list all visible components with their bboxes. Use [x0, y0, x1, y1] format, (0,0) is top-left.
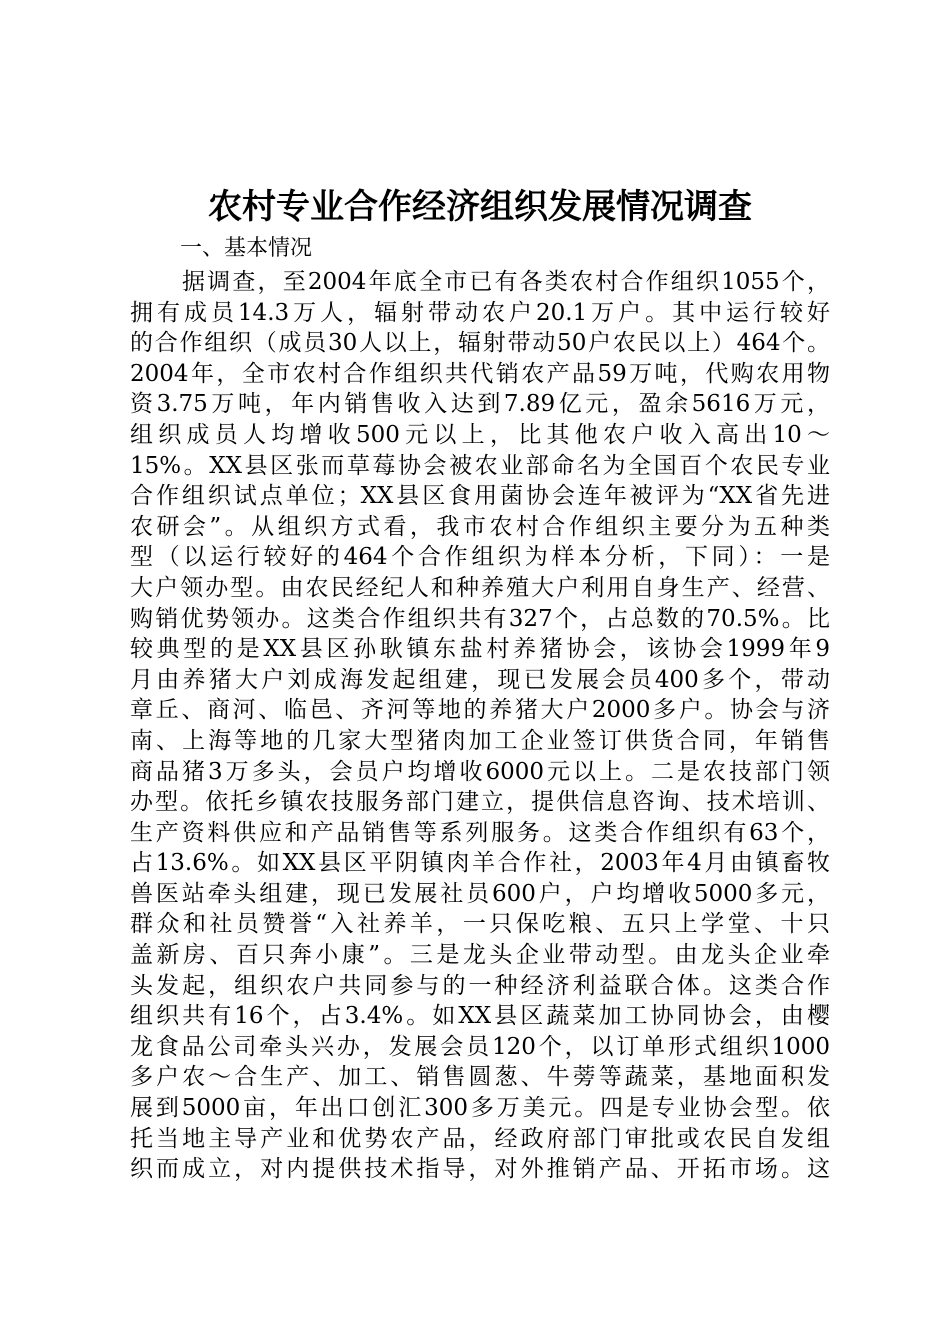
text-line: 头发起，组织农户共同参与的一种经济利益联合体。这类合作	[130, 972, 830, 999]
text-line: 组织共有16个，占3.4%。如XX县区蔬菜加工协同协会，由樱	[130, 1003, 830, 1030]
body-paragraph	[130, 267, 830, 1185]
text-line: 办型。依托乡镇农技服务部门建立，提供信息咨询、技术培训、	[130, 789, 830, 816]
document-title: 农村专业合作经济组织发展情况调查	[208, 187, 752, 227]
text-line: 占13.6%。如XX县区平阴镇肉羊合作社，2003年4月由镇畜牧	[130, 850, 830, 877]
text-line: 兽医站牵头组建，现已发展社员600户，户均增收5000多元，	[130, 880, 830, 907]
text-line: 月由养猪大户刘成海发起组建，现已发展会员400多个，带动	[130, 666, 830, 693]
text-line: 型（以运行较好的464个合作组织为样本分析，下同）：一是	[130, 544, 830, 571]
text-line: 章丘、商河、临邑、齐河等地的养猪大户2000多户。协会与济	[130, 697, 830, 724]
text-line: 资3.75万吨，年内销售收入达到7.89亿元，盈余5616万元，	[130, 391, 830, 418]
text-line: 的合作组织（成员30人以上，辐射带动50户农民以上）464个。	[130, 330, 830, 357]
text-line: 龙食品公司牵头兴办，发展会员120个，以订单形式组织1000	[130, 1033, 830, 1060]
text-line: 据调查，至2004年底全市已有各类农村合作组织1055个，	[182, 269, 830, 295]
text-line: 织而成立，对内提供技术指导，对外推销产品、开拓市场。这	[130, 1156, 830, 1183]
text-line: 大户领办型。由农民经纪人和种养殖大户利用自身生产、经营、	[130, 574, 830, 601]
text-line: 群众和社员赞誉“入社养羊，一只保吃粮、五只上学堂、十只	[130, 911, 830, 938]
text-line: 拥有成员14.3万人，辐射带动农户20.1万户。其中运行较好	[130, 299, 830, 326]
text-line: 15%。XX县区张而草莓协会被农业部命名为全国百个农民专业	[130, 452, 830, 479]
text-line: 较典型的是XX县区孙耿镇东盐村养猪协会，该协会1999年9	[130, 636, 830, 663]
text-line: 组织成员人均增收500元以上，比其他农户收入高出10～	[130, 421, 830, 448]
section-heading: 一、基本情况	[180, 236, 313, 261]
text-line: 盖新房、百只奔小康”。三是龙头企业带动型。由龙头企业牵	[130, 942, 830, 969]
text-line: 2004年，全市农村合作组织共代销农产品59万吨，代购农用物	[130, 360, 830, 387]
text-line: 农研会”。从组织方式看，我市农村合作组织主要分为五种类	[130, 513, 830, 540]
text-line: 商品猪3万多头，会员户均增收6000元以上。二是农技部门领	[130, 758, 830, 785]
text-line: 生产资料供应和产品销售等系列服务。这类合作组织有63个，	[130, 819, 830, 846]
text-line: 多户农～合生产、加工、销售圆葱、牛蒡等蔬菜，基地面积发	[130, 1064, 830, 1091]
text-line: 购销优势领办。这类合作组织共有327个，占总数的70.5%。比	[130, 605, 830, 632]
text-line: 展到5000亩，年出口创汇300多万美元。四是专业协会型。依	[130, 1095, 830, 1122]
text-line: 托当地主导产业和优势农产品，经政府部门审批或农民自发组	[130, 1125, 830, 1152]
text-line: 南、上海等地的几家大型猪肉加工企业签订供货合同，年销售	[130, 727, 830, 754]
text-line: 合作组织试点单位；XX县区食用菌协会连年被评为“XX省先进	[130, 483, 830, 510]
